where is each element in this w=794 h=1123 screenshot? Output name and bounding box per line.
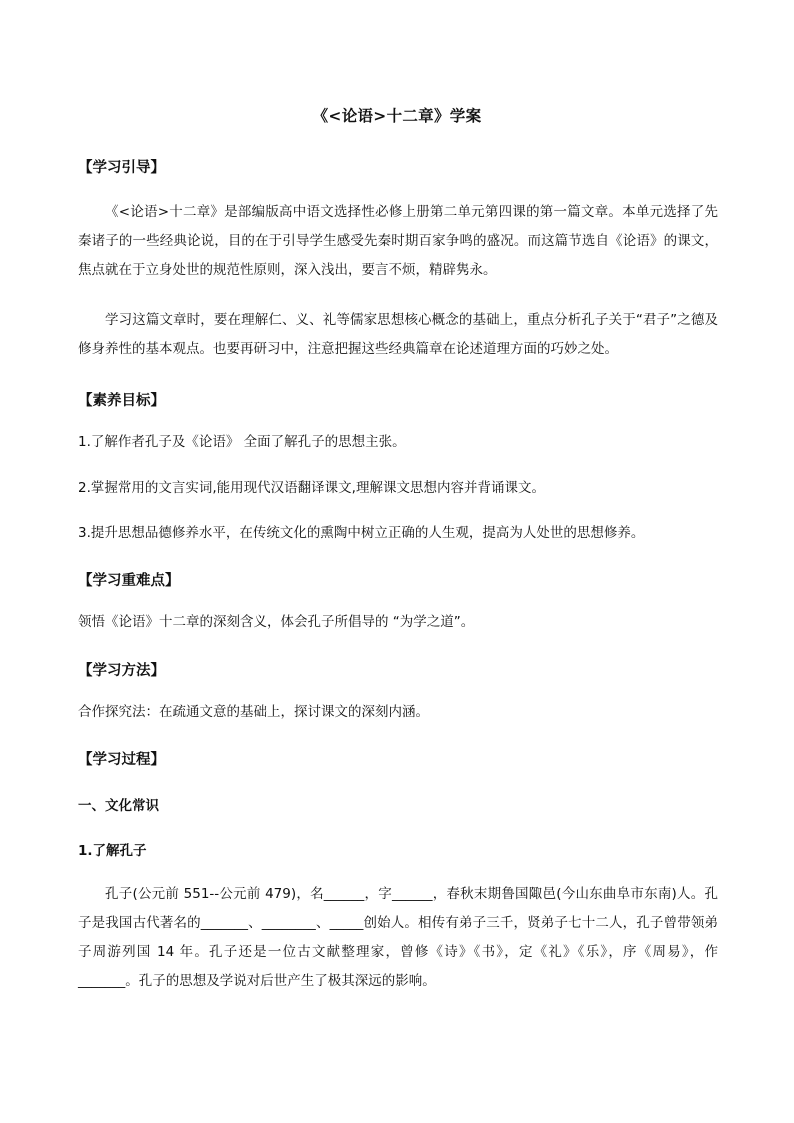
heading-key-points: 【学习重难点】 [78,573,180,589]
goal-item-1: 1.了解作者孔子及《论语》 全面了解孔子的思想主张。 [78,434,406,450]
heading-study-guide: 【学习引导】 [78,160,165,176]
key-points-text: 领悟《论语》十二章的深刻含义，体会孔子所倡导的 “为学之道”。 [78,614,475,630]
heading-study-process: 【学习过程】 [78,752,165,768]
confucius-paragraph: 孔子(公元前 551--公元前 479)，名______，字______，春秋末期鲁国陬邑(今山东曲阜市东南)人。孔子是我国古代著名的_______、________、_____创始人。相传有弟子三千，贤弟子七十二人，孔子曾带领弟子周游列国 14 年。孔子还是一位古文献整理家，曾修《诗》《书》，定《礼》《乐》，序《周易》，作_______。孔子的思想及学说对后世产生了极其深远的影响。 [78,886,718,989]
guide-paragraph-1: 《<论语>十二章》是部编版高中语文选择性必修上册第二单元第四课的第一篇文章。本单元选择了先秦诸子的一些经典论说，目的在于引导学生感受先秦时期百家争鸣的盛况。而这篇节选自《论语》的课文，焦点就在于立身处世的规范性原则，深入浅出，要言不烦，精辟隽永。 [78,204,718,278]
goal-item-3: 3.提升思想品德修养水平，在传统文化的熏陶中树立正确的人生观，提高为人处世的思想修养。 [78,525,645,541]
subheading-culture-knowledge: 一、文化常识 [78,798,159,814]
heading-study-method: 【学习方法】 [78,663,165,679]
method-text: 合作探究法：在疏通文意的基础上，探讨课文的深刻内涵。 [78,704,429,720]
goal-item-2: 2.掌握常用的文言实词,能用现代汉语翻译课文,理解课文思想内容并背诵课文。 [78,480,545,496]
guide-paragraph-2: 学习这篇文章时，要在理解仁、义、礼等儒家思想核心概念的基础上，重点分析孔子关于“君子”之德及修身养性的基本观点。也要再研习中，注意把握这些经典篇章在论述道理方面的巧妙之处。 [78,312,718,357]
document-title: 《<论语>十二章》学案 [312,107,482,125]
heading-literacy-goals: 【素养目标】 [78,393,165,409]
subheading-about-confucius: 1.了解孔子 [78,843,147,859]
